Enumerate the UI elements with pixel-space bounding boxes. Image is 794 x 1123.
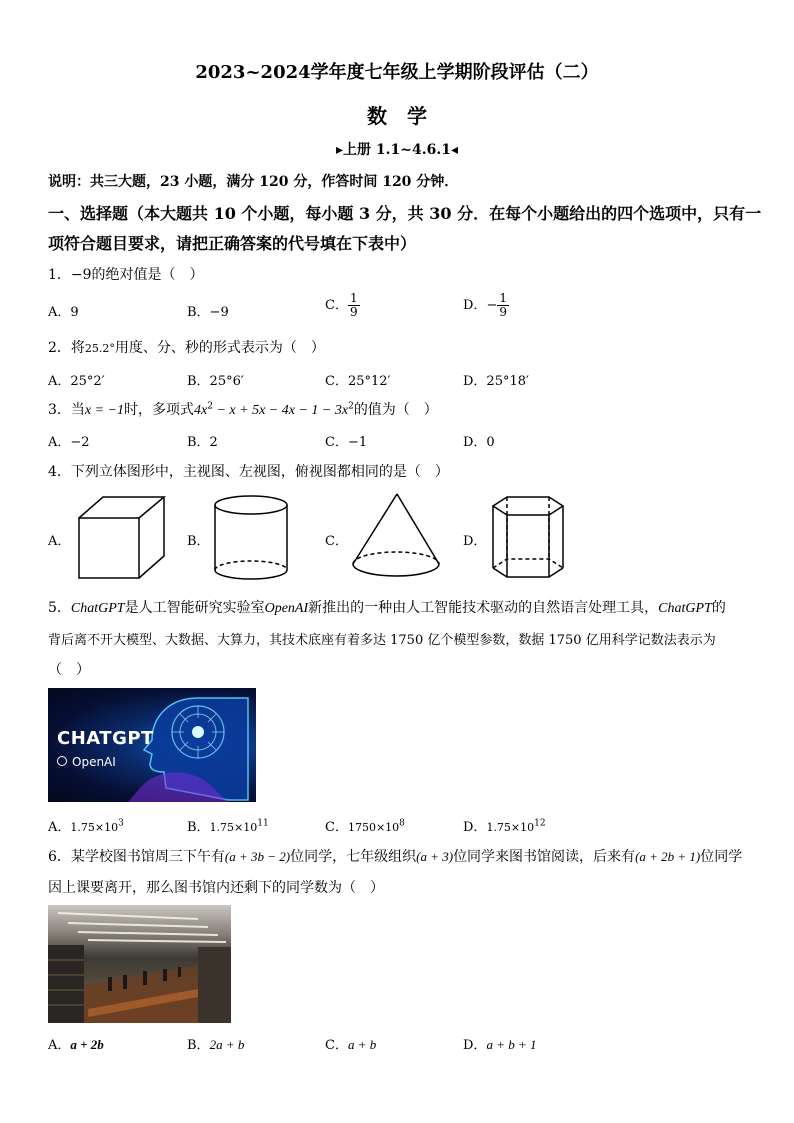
q5-a-value: 1.75×10 [70, 821, 119, 834]
q6-text-2: 位同学，七年级组织 [290, 849, 417, 865]
q5-c-value: 1750×10 [347, 821, 400, 834]
prism-bottom-back [493, 559, 563, 568]
q5-option-a [48, 816, 124, 835]
q6-a-value: a + 2b [70, 1037, 104, 1052]
q2-option-d: D．25°18′ [463, 374, 529, 389]
section1-heading-line2: 项符合题目要求，请把正确答案的代号填在下表中） [48, 234, 417, 253]
q3-poly-part2: − x + 5x − 4x − 1 − 3x [212, 403, 349, 418]
cone-right-edge [397, 494, 439, 564]
q6-expr-3: (a + 2b + 1) [635, 849, 701, 864]
q5-b-exponent: 11 [257, 818, 269, 829]
q4-stem: 4．下列立体图形中，主视图、左视图，俯视图都相同的是（ ） [48, 464, 449, 480]
q2-option-c: C．25°12′ [325, 374, 391, 389]
cylinder-bottom-back [215, 561, 287, 570]
q5-text-1: 是人工智能研究实验室 [124, 600, 265, 616]
chatgpt-logo-text: CHATGPT [57, 728, 154, 749]
q5-line3: （ ） [48, 662, 90, 678]
q5-number: 5． [48, 600, 71, 616]
q3-option-a: A．−2 [48, 435, 90, 450]
q5-c-exponent: 8 [399, 818, 405, 829]
chatgpt-image [48, 688, 256, 802]
q1-option-d-label: D． [463, 298, 487, 313]
q6-option-c [325, 1034, 376, 1053]
section1-heading-line1: 一、选择题（本大题共 10 个小题，每小题 3 分，共 30 分．在每个小题给出的四个选项中，只有一 [48, 204, 762, 223]
cylinder-top-ellipse [215, 496, 287, 514]
cone-base-front [353, 564, 439, 576]
q1-d-denominator: 9 [499, 305, 507, 319]
q6-c-value: a + b [347, 1037, 377, 1052]
q6-expr-1: (a + 3b − 2) [224, 849, 291, 864]
q3-stem-post: 的值为（ ） [353, 402, 438, 418]
q5-chatgpt-2: ChatGPT [658, 601, 712, 616]
library-illustration [48, 905, 231, 1023]
cone-left-edge [353, 494, 397, 564]
q4-option-d: D． [463, 534, 487, 549]
q2-stem [48, 337, 325, 357]
q4-option-c: C． [325, 534, 348, 549]
q3-option-d: D．0 [463, 435, 495, 450]
cube-top-face [79, 497, 164, 518]
q2-option-a: A．25°2′ [48, 374, 105, 389]
q6-text-1: 6．某学校图书馆周三下午有 [48, 849, 225, 865]
q6-d-value: a + b + 1 [486, 1037, 537, 1052]
q3-stem-pre: 3．当 [48, 402, 85, 418]
q1-d-numerator: 1 [499, 291, 507, 305]
q1-stem: 1．−9的绝对值是（ ） [48, 267, 204, 283]
q1-option-d [463, 292, 509, 319]
q5-text-3: 的 [711, 600, 726, 616]
q2-option-b: B．25°6′ [187, 374, 244, 389]
q2-stem-pre: 2．将 [48, 340, 85, 356]
q1-option-a: A．9 [48, 305, 79, 320]
q5-d-exponent: 12 [534, 818, 546, 829]
q3-poly-sup1: 2 [207, 401, 213, 412]
q6-text-3: 位同学来图书馆阅读，后来有 [453, 849, 636, 865]
q1-c-denominator: 9 [349, 305, 358, 319]
q6-text-4: 位同学 [700, 849, 743, 865]
scope-label: ▸上册 1.1~4.6.1◂ [336, 142, 458, 158]
q1-d-sign: − [486, 298, 498, 313]
q1-option-c [325, 292, 360, 319]
q5-b-label: B． [187, 820, 210, 835]
q3-variable: x = −1 [84, 403, 125, 418]
q6-a-label: A． [48, 1038, 71, 1053]
q5-a-exponent: 3 [118, 818, 124, 829]
q4-option-a: A． [48, 534, 71, 549]
q3-option-c: C．−1 [325, 435, 368, 450]
q1-option-c-label: C． [325, 298, 348, 313]
q5-b-value: 1.75×10 [209, 821, 258, 834]
q5-d-label: D． [463, 820, 487, 835]
q5-option-b [187, 816, 269, 835]
cone-base-back [353, 552, 439, 564]
prism-bottom-front [493, 568, 563, 577]
q3-stem [48, 399, 438, 419]
q5-a-label: A． [48, 820, 71, 835]
q6-option-a [48, 1034, 104, 1053]
cube-front-face [79, 518, 139, 578]
openai-logo-text: OpenAI [72, 755, 116, 769]
q5-text-2: 新推出的一种由人工智能技术驱动的自然语言处理工具， [308, 600, 659, 616]
q5-option-c [325, 816, 405, 835]
q6-option-b [187, 1034, 244, 1053]
q3-poly-sup2: 2 [348, 401, 354, 412]
cube-side-face [139, 497, 164, 578]
exam-title: 2023~2024学年度七年级上学期阶段评估（二） [195, 62, 599, 83]
q1-option-d-fraction [497, 292, 509, 319]
cube-figure [76, 494, 168, 582]
q6-d-label: D． [463, 1038, 487, 1053]
q1-option-c-fraction [348, 292, 360, 319]
q2-stem-post: 用度、分、秒的形式表示为（ ） [114, 340, 325, 356]
q5-openai: OpenAI [264, 601, 309, 616]
openai-logo-icon [57, 756, 67, 766]
cylinder-bottom-front [215, 570, 287, 579]
q6-c-label: C． [325, 1038, 348, 1053]
q3-stem-mid: 时，多项式 [124, 402, 195, 418]
q5-line1 [48, 597, 726, 617]
q3-option-b: B．2 [187, 435, 218, 450]
q6-b-value: 2a + b [209, 1037, 245, 1052]
q5-d-value: 1.75×10 [486, 821, 535, 834]
q6-option-d [463, 1034, 536, 1053]
q2-stem-value: 25.2° [84, 342, 115, 355]
q6-expr-2: (a + 3) [416, 849, 454, 864]
subject-title: 数 学 [367, 104, 427, 128]
q1-option-b: B．−9 [187, 305, 229, 320]
q1-c-numerator: 1 [349, 291, 358, 305]
q5-c-label: C． [325, 820, 348, 835]
q5-option-d [463, 816, 546, 835]
q4-option-b: B． [187, 534, 210, 549]
q5-line2: 背后离不开大模型、大数据、大算力，其技术底座有着多达 1750 亿个模型参数，数据 1750 亿用科学记数法表示为 [48, 633, 716, 648]
q6-line2: 因上课要离开，那么图书馆内还剩下的同学数为（ ） [48, 880, 384, 896]
q6-b-label: B． [187, 1038, 210, 1053]
cylinder-figure [211, 494, 291, 582]
q6-line1 [48, 846, 742, 866]
q5-chatgpt: ChatGPT [70, 601, 125, 616]
library-image [48, 905, 231, 1023]
cone-figure [349, 492, 443, 582]
instructions: 说明：共三大题，23 小题，满分 120 分，作答时间 120 分钟． [48, 174, 459, 190]
prism-top-face [493, 497, 563, 515]
hexagonal-prism-figure [487, 494, 569, 582]
q3-poly-part1: 4x [194, 403, 208, 418]
